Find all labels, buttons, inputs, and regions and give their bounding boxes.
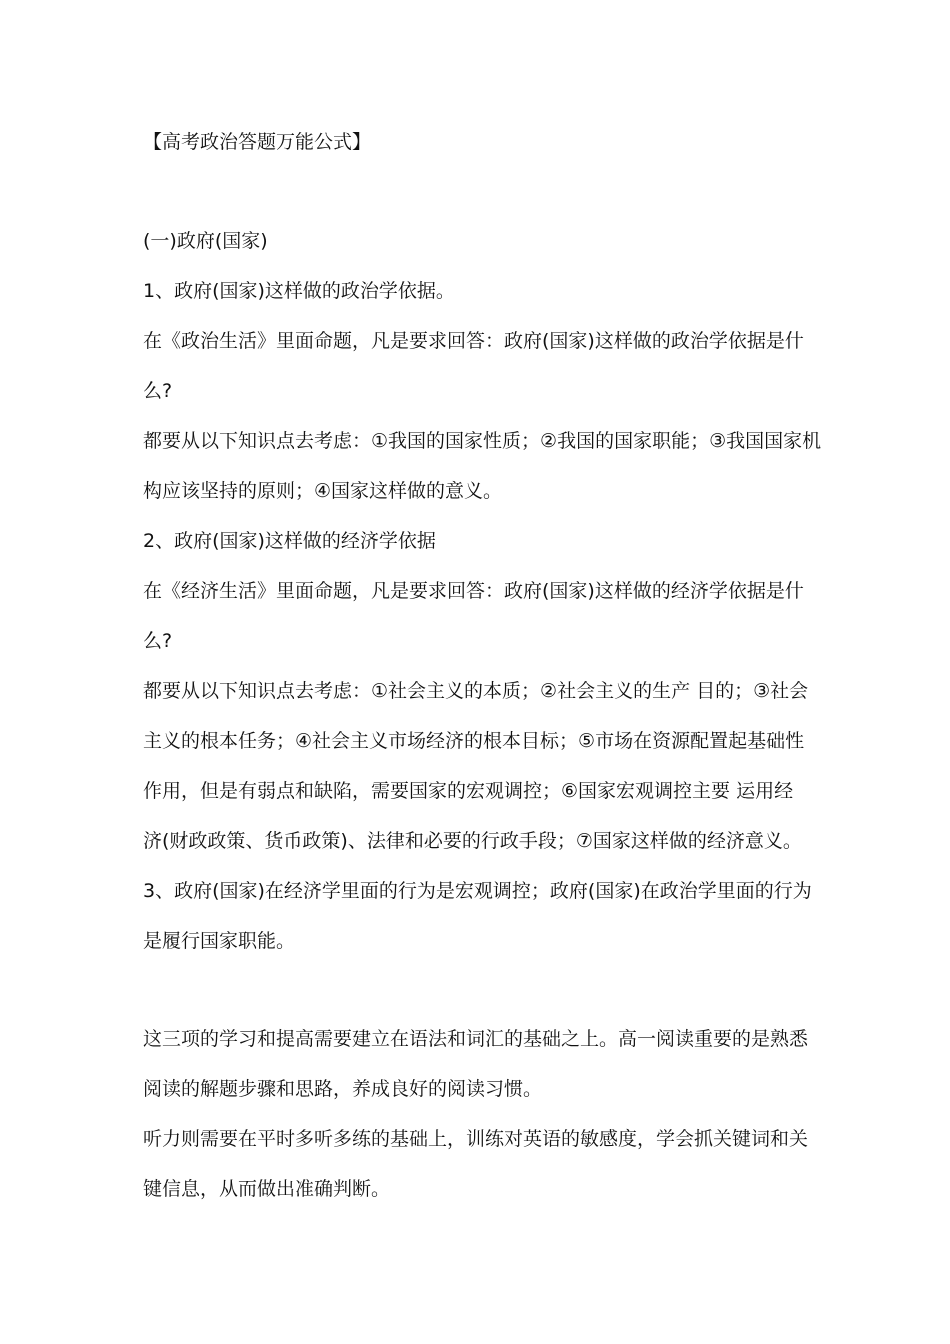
item-heading: 1、政府(国家)这样做的政治学依据。 (143, 280, 455, 302)
paragraph-line: 3、政府(国家)在经济学里面的行为是宏观调控；政府(国家)在政治学里面的行为 (143, 880, 812, 902)
paragraph-line: 键信息，从而做出准确判断。 (143, 1178, 391, 1200)
paragraph-line: 构应该坚持的原则；④国家这样做的意义。 (143, 480, 503, 502)
paragraph-line: 主义的根本任务；④社会主义市场经济的根本目标；⑤市场在资源配置起基础性 (143, 730, 805, 752)
paragraph-line: 这三项的学习和提高需要建立在语法和词汇的基础之上。高一阅读重要的是熟悉 (143, 1028, 809, 1050)
paragraph-line: 都要从以下知识点去考虑：①我国的国家性质；②我国的国家职能；③我国国家机 (143, 430, 822, 452)
paragraph-line: 在《经济生活》里面命题，凡是要求回答：政府(国家)这样做的经济学依据是什 (143, 580, 804, 602)
paragraph-line: 在《政治生活》里面命题，凡是要求回答：政府(国家)这样做的政治学依据是什 (143, 330, 804, 352)
paragraph-line: 阅读的解题步骤和思路，养成良好的阅读习惯。 (143, 1078, 543, 1100)
paragraph-line: 么? (143, 380, 173, 402)
paragraph-line: 听力则需要在平时多听多练的基础上，训练对英语的敏感度，学会抓关键词和关 (143, 1128, 809, 1150)
item-heading: 2、政府(国家)这样做的经济学依据 (143, 530, 436, 552)
section-heading: (一)政府(国家) (143, 230, 268, 252)
paragraph-line: 都要从以下知识点去考虑：①社会主义的本质；②社会主义的生产 目的；③社会 (143, 680, 809, 702)
paragraph-line: 作用，但是有弱点和缺陷，需要国家的宏观调控；⑥国家宏观调控主要 运用经 (143, 780, 794, 802)
paragraph-line: 是履行国家职能。 (143, 930, 296, 952)
paragraph-line: 济(财政政策、货币政策)、法律和必要的行政手段；⑦国家这样做的经济意义。 (143, 830, 802, 852)
paragraph-line: 么? (143, 630, 173, 652)
document-title: 【高考政治答题万能公式】 (143, 131, 372, 153)
